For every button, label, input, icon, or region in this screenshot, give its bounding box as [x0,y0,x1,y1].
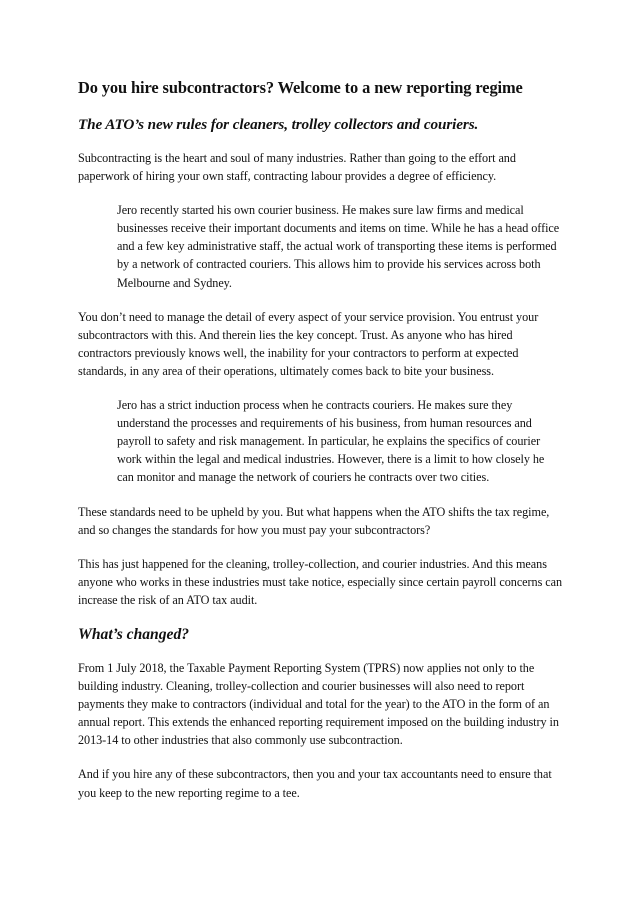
section-paragraph: And if you hire any of these subcontractors, then you and your tax accountants need to ensure that you keep to the new reporting regime to a tee. [78,767,552,800]
intro-paragraph: Subcontracting is the heart and soul of many industries. Rather than going to the effort and paperwork of hiring your own staff, contracting labour provides a degree of efficiency. [78,151,516,184]
body-paragraph: These standards need to be upheld by you. But what happens when the ATO shifts the tax regime, and so changes the standards for how you must pay your subcontractors? [78,504,550,537]
document-page [78,78,564,818]
body-paragraph: This has just happened for the cleaning, trolley-collection, and courier industries. And this means anyone who works in these industries must take notice, especially since certain payroll concerns can increase the risk of an ATO tax audit. [78,556,563,607]
document-subtitle: The ATO’s new rules for cleaners, trolley collectors and couriers. [78,116,479,133]
section-heading: What’s changed? [78,625,190,643]
section-paragraph: From 1 July 2018, the Taxable Payment Reporting System (TPRS) now applies not only to the building industry. Cleaning, trolley-collection and courier businesses will also need to report payments they make to contractors (individual and total for the year) to the ATO in the form of an annual report. This extends the enhanced reporting requirement imposed on the building industry in 2013-14 to other industries that also commonly use subcontraction. [78,660,559,748]
body-paragraph: You don’t need to manage the detail of every aspect of your service provision. You entrust your subcontractors with this. And therein lies the key concept. Trust. As anyone who has hired contractors previously knows well, the inability for your contractors to perform at expected standards, in any area of their operations, ultimately comes back to bite your business. [78,309,539,378]
document-title: Do you hire subcontractors? Welcome to a new reporting regime [78,78,523,97]
example-quote: Jero recently started his own courier business. He makes sure law firms and medical businesses receive their important documents and items on time. While he has a head office and a few key administrative staff, the actual work of transporting these items is performed by a network of contracted couriers. This allows him to provide his services across both Melbourne and Sydney. [117,203,560,290]
example-quote: Jero has a strict induction process when he contracts couriers. He makes sure they understand the processes and requirements of his business, from human resources and payroll to safety and risk management. In particular, he explains the specifics of courier work within the legal and medical industries. However, there is a limit to how closely he can monitor and manage the network of couriers he contracts over two cities. [117,398,545,485]
